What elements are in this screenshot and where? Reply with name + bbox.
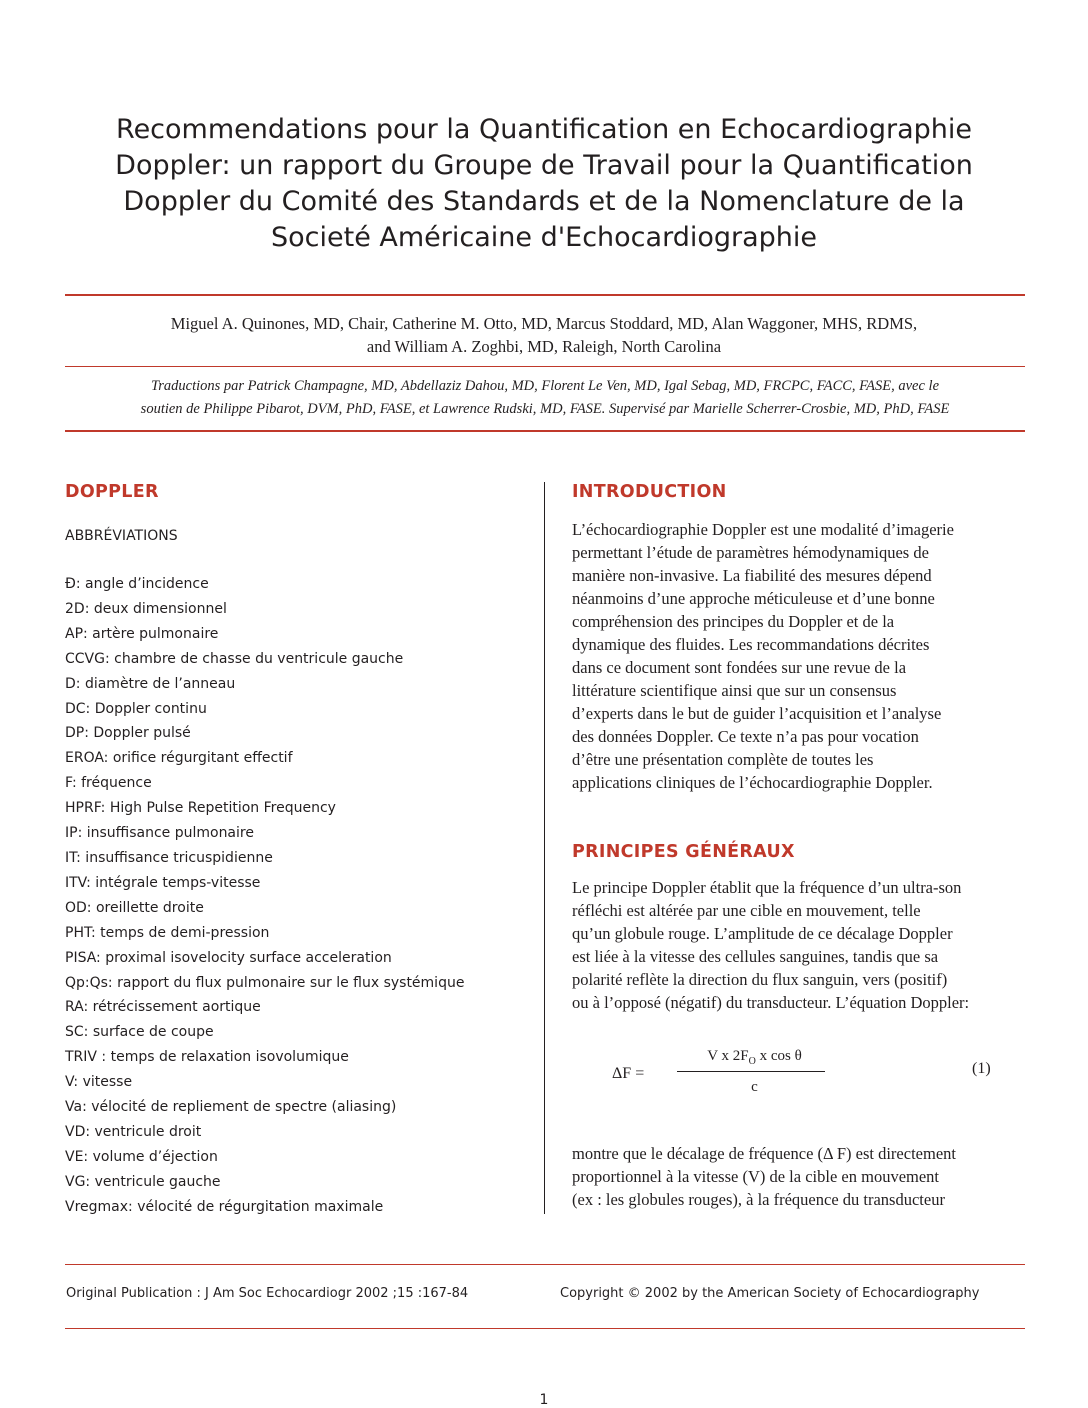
equation-lhs: ΔF = <box>612 1065 645 1082</box>
continued-paragraph <box>572 1142 1027 1211</box>
equation-denominator: c <box>751 1079 758 1095</box>
abbreviation-item: PHT: temps de demi-pression <box>65 924 270 941</box>
left-column <box>65 480 525 1220</box>
equation-numerator: V x $2F_O$ x cos θ <box>707 1048 802 1067</box>
fraction-bar <box>677 1071 825 1072</box>
page-number: 1 <box>539 1392 549 1408</box>
column-divider <box>544 482 545 1214</box>
text-line: dynamique des fluides. Les recommandations décrites <box>572 635 930 654</box>
text-line: dans ce document sont fondées sur une revue de la <box>572 658 907 677</box>
text-line: d’être une présentation complète de toutes les <box>572 750 874 769</box>
text-line: (ex : les globules rouges), à la fréquence du transducteur <box>572 1190 945 1209</box>
title-divider <box>65 294 1025 296</box>
translator-line: Traductions par Patrick Champagne, MD, Abdellaziz Dahou, MD, Florent Le Ven, MD, Igal Sebag, MD, FRCPC, FACC, FASE, avec le <box>150 378 940 394</box>
abbreviation-item: AP: artère pulmonaire <box>65 625 219 642</box>
header-divider <box>65 430 1025 432</box>
abbreviation-item: Ð: angle d’incidence <box>65 576 209 592</box>
section-heading-introduction: INTRODUCTION <box>572 482 727 502</box>
author-list <box>80 312 1008 358</box>
authors-divider <box>65 366 1025 367</box>
abbreviation-item: EROA: orifice régurgitant effectif <box>65 750 293 767</box>
doppler-equation <box>572 1024 1027 1134</box>
abbreviation-item: ITV: intégrale temps-vitesse <box>65 874 261 891</box>
text-line: applications cliniques de l’échocardiographie Doppler. <box>572 773 933 792</box>
text-line: proportionnel à la vitesse (V) de la cible en mouvement <box>572 1167 940 1186</box>
title-line: Doppler du Comité des Standards et de la Nomenclature de la <box>123 186 965 217</box>
abbreviation-item: PISA: proximal isovelocity surface acceleration <box>65 949 392 966</box>
abbreviation-item: DC: Doppler continu <box>65 700 207 717</box>
principes-paragraph <box>572 876 1027 1014</box>
abbreviation-item: Va: vélocité de repliement de spectre (aliasing) <box>65 1099 397 1116</box>
abbreviation-item: HPRF: High Pulse Repetition Frequency <box>65 800 336 817</box>
abbreviation-item: RA: rétrécissement aortique <box>65 999 261 1016</box>
abbreviation-item: V: vitesse <box>65 1074 133 1091</box>
section-heading-principes: PRINCIPES GÉNÉRAUX <box>572 842 795 862</box>
right-column <box>572 480 1027 1211</box>
author-line: and William A. Zoghbi, MD, Raleigh, North Carolina <box>366 337 722 356</box>
abbreviation-item: Qp:Qs: rapport du flux pulmonaire sur le flux systémique <box>65 974 465 991</box>
footer-bottom-divider <box>65 1328 1025 1329</box>
abbreviation-item: CCVG: chambre de chasse du ventricule gauche <box>65 650 404 667</box>
text-line: d’experts dans le but de guider l’acquisition et l’analyse <box>572 704 942 723</box>
text-line: littérature scientifique ainsi que sur un consensus <box>572 681 897 700</box>
text-line: réfléchi est altérée par une cible en mouvement, telle <box>572 901 921 920</box>
abbreviation-item: IP: insuffisance pulmonaire <box>65 825 254 842</box>
text-line: manière non-invasive. La fiabilité des mesures dépend <box>572 566 932 585</box>
abbreviation-item: VD: ventricule droit <box>65 1123 202 1140</box>
abbreviation-item: VE: volume d’éjection <box>65 1148 218 1165</box>
abbreviation-item: SC: surface de coupe <box>65 1024 214 1041</box>
title-line: Societé Américaine d'Echocardiographie <box>271 222 817 253</box>
author-line: Miguel A. Quinones, MD, Chair, Catherine M. Otto, MD, Marcus Stoddard, MD, Alan Waggoner, MHS, RDMS, <box>170 314 918 333</box>
equation-number: (1) <box>972 1060 991 1077</box>
copyright-notice: Copyright © 2002 by the American Society of Echocardiography <box>560 1286 980 1301</box>
text-line: néanmoins d’une approche méticuleuse et d’une bonne <box>572 589 935 608</box>
abbreviation-item: TRIV : temps de relaxation isovolumique <box>65 1049 349 1066</box>
text-line: des données Doppler. Ce texte n’a pas pour vocation <box>572 727 919 746</box>
text-line: L’échocardiographie Doppler est une modalité d’imagerie <box>572 520 954 539</box>
text-line: qu’un globule rouge. L’amplitude de ce décalage Doppler <box>572 924 953 943</box>
abbreviation-item: Vregmax: vélocité de régurgitation maximale <box>65 1198 384 1215</box>
translator-line: soutien de Philippe Pibarot, DVM, PhD, FASE, et Lawrence Rudski, MD, FASE. Supervisé par Marielle Scherrer-Crosbie, MD, PhD, FASE <box>140 401 950 417</box>
title-line: Recommendations pour la Quantification en Echocardiographie <box>116 114 972 145</box>
abbreviation-item: 2D: deux dimensionnel <box>65 600 227 617</box>
original-publication: Original Publication : J Am Soc Echocardiogr 2002 ;15 :167-84 <box>66 1286 469 1301</box>
abbreviation-item: IT: insuffisance tricuspidienne <box>65 849 273 866</box>
text-line: compréhension des principes du Doppler et de la <box>572 612 895 631</box>
text-line: Le principe Doppler établit que la fréquence d’un ultra-son <box>572 878 962 897</box>
abbreviations-title: ABBRÉVIATIONS <box>65 528 178 544</box>
text-line: montre que le décalage de fréquence (Δ F) est directement <box>572 1144 956 1163</box>
translator-credits <box>66 375 1024 421</box>
abbreviation-item: D: diamètre de l’anneau <box>65 675 236 692</box>
abbreviation-item: VG: ventricule gauche <box>65 1173 221 1190</box>
section-heading-doppler: DOPPLER <box>65 482 159 502</box>
text-line: permettant l’étude de paramètres hémodynamiques de <box>572 543 929 562</box>
paper-title <box>80 112 1008 256</box>
abbreviation-item: OD: oreillette droite <box>65 899 204 916</box>
abbreviations-list <box>65 572 525 1220</box>
text-line: est liée à la vitesse des cellules sanguines, tandis que sa <box>572 947 939 966</box>
text-line: ou à l’opposé (négatif) du transducteur. L’équation Doppler: <box>572 993 970 1012</box>
title-line: Doppler: un rapport du Groupe de Travail pour la Quantification <box>115 150 973 181</box>
text-line: polarité reflète la direction du flux sanguin, vers (positif) <box>572 970 948 989</box>
introduction-paragraph <box>572 518 1027 794</box>
abbreviation-item: DP: Doppler pulsé <box>65 725 191 742</box>
abbreviation-item: F: fréquence <box>65 775 152 792</box>
footer-top-divider <box>65 1264 1025 1265</box>
